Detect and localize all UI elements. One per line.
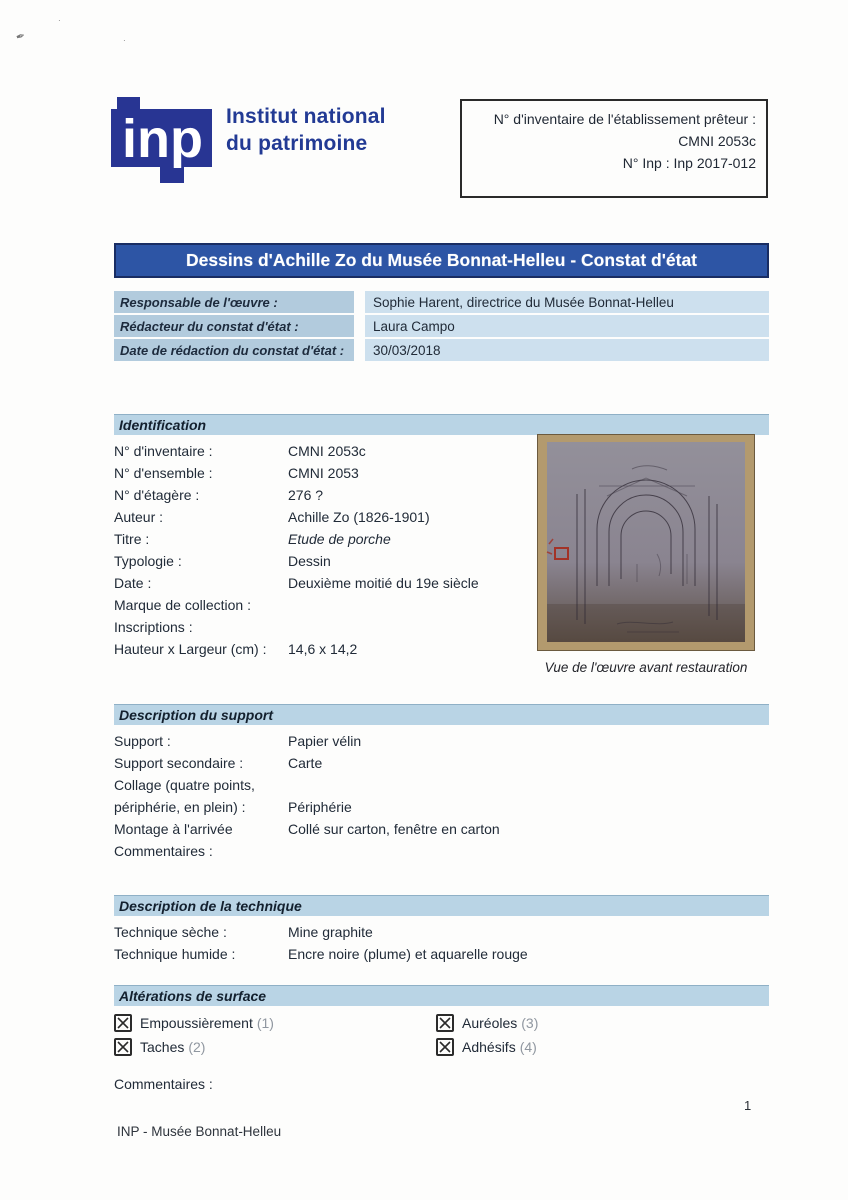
- field-label: Hauteur x Largeur (cm) :: [114, 641, 267, 657]
- checkbox-checked-icon: [436, 1014, 454, 1032]
- alteration-item-empoussierement: [114, 1014, 436, 1032]
- meta-value: Laura Campo: [365, 315, 769, 337]
- scan-speck: ·: [123, 36, 126, 45]
- meta-label: Date de rédaction du constat d'état :: [114, 339, 354, 361]
- artwork-photo-block: [537, 434, 755, 675]
- field-value: Encre noire (plume) et aquarelle rouge: [288, 946, 528, 962]
- support-rows: [114, 730, 769, 862]
- scan-mark: ✒: [14, 29, 28, 45]
- org-name-line1: Institut national: [226, 105, 386, 128]
- table-row: [114, 291, 769, 313]
- alterations-grid: [114, 1014, 769, 1056]
- field-row: [114, 594, 534, 616]
- alteration-label: Adhésifs: [462, 1039, 516, 1055]
- alteration-number: (2): [188, 1039, 206, 1055]
- field-value: Papier vélin: [288, 733, 362, 749]
- field-label: Support secondaire :: [114, 755, 244, 771]
- section-header: Altérations de surface: [114, 985, 769, 1006]
- scan-speck: ·: [58, 16, 61, 25]
- report-meta-table: [114, 291, 769, 363]
- field-label: Inscriptions :: [114, 619, 193, 635]
- field-row: [114, 572, 534, 594]
- inventory-box-line1: N° d'inventaire de l'établissement prêteur :: [493, 111, 756, 127]
- inventory-box-line3: N° Inp : Inp 2017-012: [622, 155, 756, 171]
- inp-logo-icon: [111, 97, 215, 187]
- field-label: Technique humide :: [114, 946, 236, 962]
- alteration-item-taches: [114, 1038, 436, 1056]
- field-value: [288, 616, 534, 638]
- field-row: [114, 638, 534, 660]
- alteration-label: Empoussièrement: [140, 1015, 253, 1031]
- document-title: Dessins d'Achille Zo du Musée Bonnat-Helleu - Constat d'état: [114, 243, 769, 278]
- column-gap: [354, 315, 365, 337]
- field-row: [114, 730, 769, 752]
- section-header: Description du support: [114, 704, 769, 725]
- field-row: [114, 440, 534, 462]
- inp-logo: [111, 97, 215, 192]
- alteration-label: Auréoles: [462, 1015, 518, 1031]
- checkbox-checked-icon: [114, 1038, 132, 1056]
- checkbox-checked-icon: [114, 1014, 132, 1032]
- section-support: [114, 704, 769, 862]
- meta-value: 30/03/2018: [365, 339, 769, 361]
- field-row: [114, 840, 769, 862]
- inp-logo-text: inp: [122, 109, 203, 169]
- field-value: Mine graphite: [288, 924, 373, 940]
- alteration-number: (3): [521, 1015, 539, 1031]
- field-label: Marque de collection :: [114, 597, 251, 613]
- field-label: Montage à l'arrivée: [114, 821, 233, 837]
- field-value: 276 ?: [288, 487, 324, 503]
- field-label: Technique sèche :: [114, 924, 227, 940]
- field-row: [114, 818, 769, 840]
- page-number: 1: [744, 1098, 752, 1113]
- meta-label: Responsable de l'œuvre :: [114, 291, 354, 313]
- artwork-photo: [537, 434, 755, 651]
- meta-label: Rédacteur du constat d'état :: [114, 315, 354, 337]
- alteration-number: (1): [256, 1015, 274, 1031]
- field-value: Périphérie: [288, 799, 352, 815]
- meta-value: Sophie Harent, directrice du Musée Bonnat-Helleu: [365, 291, 769, 313]
- alteration-item-adhesifs: [436, 1038, 769, 1056]
- table-row: [114, 315, 769, 337]
- field-row: [114, 616, 534, 638]
- field-row: [114, 506, 534, 528]
- field-value: Carte: [288, 755, 323, 771]
- section-alterations: [114, 985, 769, 1056]
- checkbox-checked-icon: [436, 1038, 454, 1056]
- section-technique: [114, 895, 769, 965]
- field-value: [288, 774, 769, 796]
- field-value: Dessin: [288, 553, 331, 569]
- technique-rows: [114, 921, 769, 965]
- field-label: N° d'ensemble :: [114, 465, 213, 481]
- section-header: Identification: [114, 414, 769, 435]
- org-name: [226, 103, 386, 157]
- alteration-label: Taches: [140, 1039, 185, 1055]
- field-row: [114, 550, 534, 572]
- field-value: [288, 840, 769, 862]
- field-value: Deuxième moitié du 19e siècle: [288, 575, 479, 591]
- field-row: [114, 484, 534, 506]
- field-label: périphérie, en plein) :: [114, 799, 246, 815]
- field-label: N° d'inventaire :: [114, 443, 213, 459]
- field-value: CMNI 2053: [288, 465, 359, 481]
- field-value: CMNI 2053c: [288, 443, 366, 459]
- column-gap: [354, 339, 365, 361]
- alteration-item-aureoles: [436, 1014, 769, 1032]
- comments-label: Commentaires :: [114, 1076, 213, 1092]
- inventory-number-box: [460, 99, 768, 198]
- field-label: Collage (quatre points,: [114, 777, 255, 793]
- field-label: Date :: [114, 575, 152, 591]
- alteration-number: (4): [519, 1039, 537, 1055]
- field-value: 14,6 x 14,2: [288, 641, 358, 657]
- field-value: Etude de porche: [288, 531, 391, 547]
- field-label: Typologie :: [114, 553, 182, 569]
- identification-rows: [114, 440, 534, 660]
- org-name-line2: du patrimoine: [226, 132, 368, 155]
- field-label: N° d'étagère :: [114, 487, 200, 503]
- field-value: Achille Zo (1826-1901): [288, 509, 430, 525]
- field-value: Collé sur carton, fenêtre en carton: [288, 821, 500, 837]
- field-row: [114, 796, 769, 818]
- field-row: [114, 752, 769, 774]
- field-row: [114, 462, 534, 484]
- footer-text: INP - Musée Bonnat-Helleu: [117, 1124, 282, 1139]
- section-header: Description de la technique: [114, 895, 769, 916]
- column-gap: [354, 291, 365, 313]
- table-row: [114, 339, 769, 361]
- field-row: [114, 528, 534, 550]
- field-label: Titre :: [114, 531, 150, 547]
- field-row: [114, 943, 769, 965]
- inventory-box-line2: CMNI 2053c: [678, 133, 756, 149]
- field-label: Auteur :: [114, 509, 164, 525]
- field-label: Commentaires :: [114, 843, 213, 859]
- field-label: Support :: [114, 733, 171, 749]
- photo-caption: Vue de l'œuvre avant restauration: [544, 660, 748, 675]
- field-value: [288, 594, 534, 616]
- field-row: [114, 921, 769, 943]
- field-row: [114, 774, 769, 796]
